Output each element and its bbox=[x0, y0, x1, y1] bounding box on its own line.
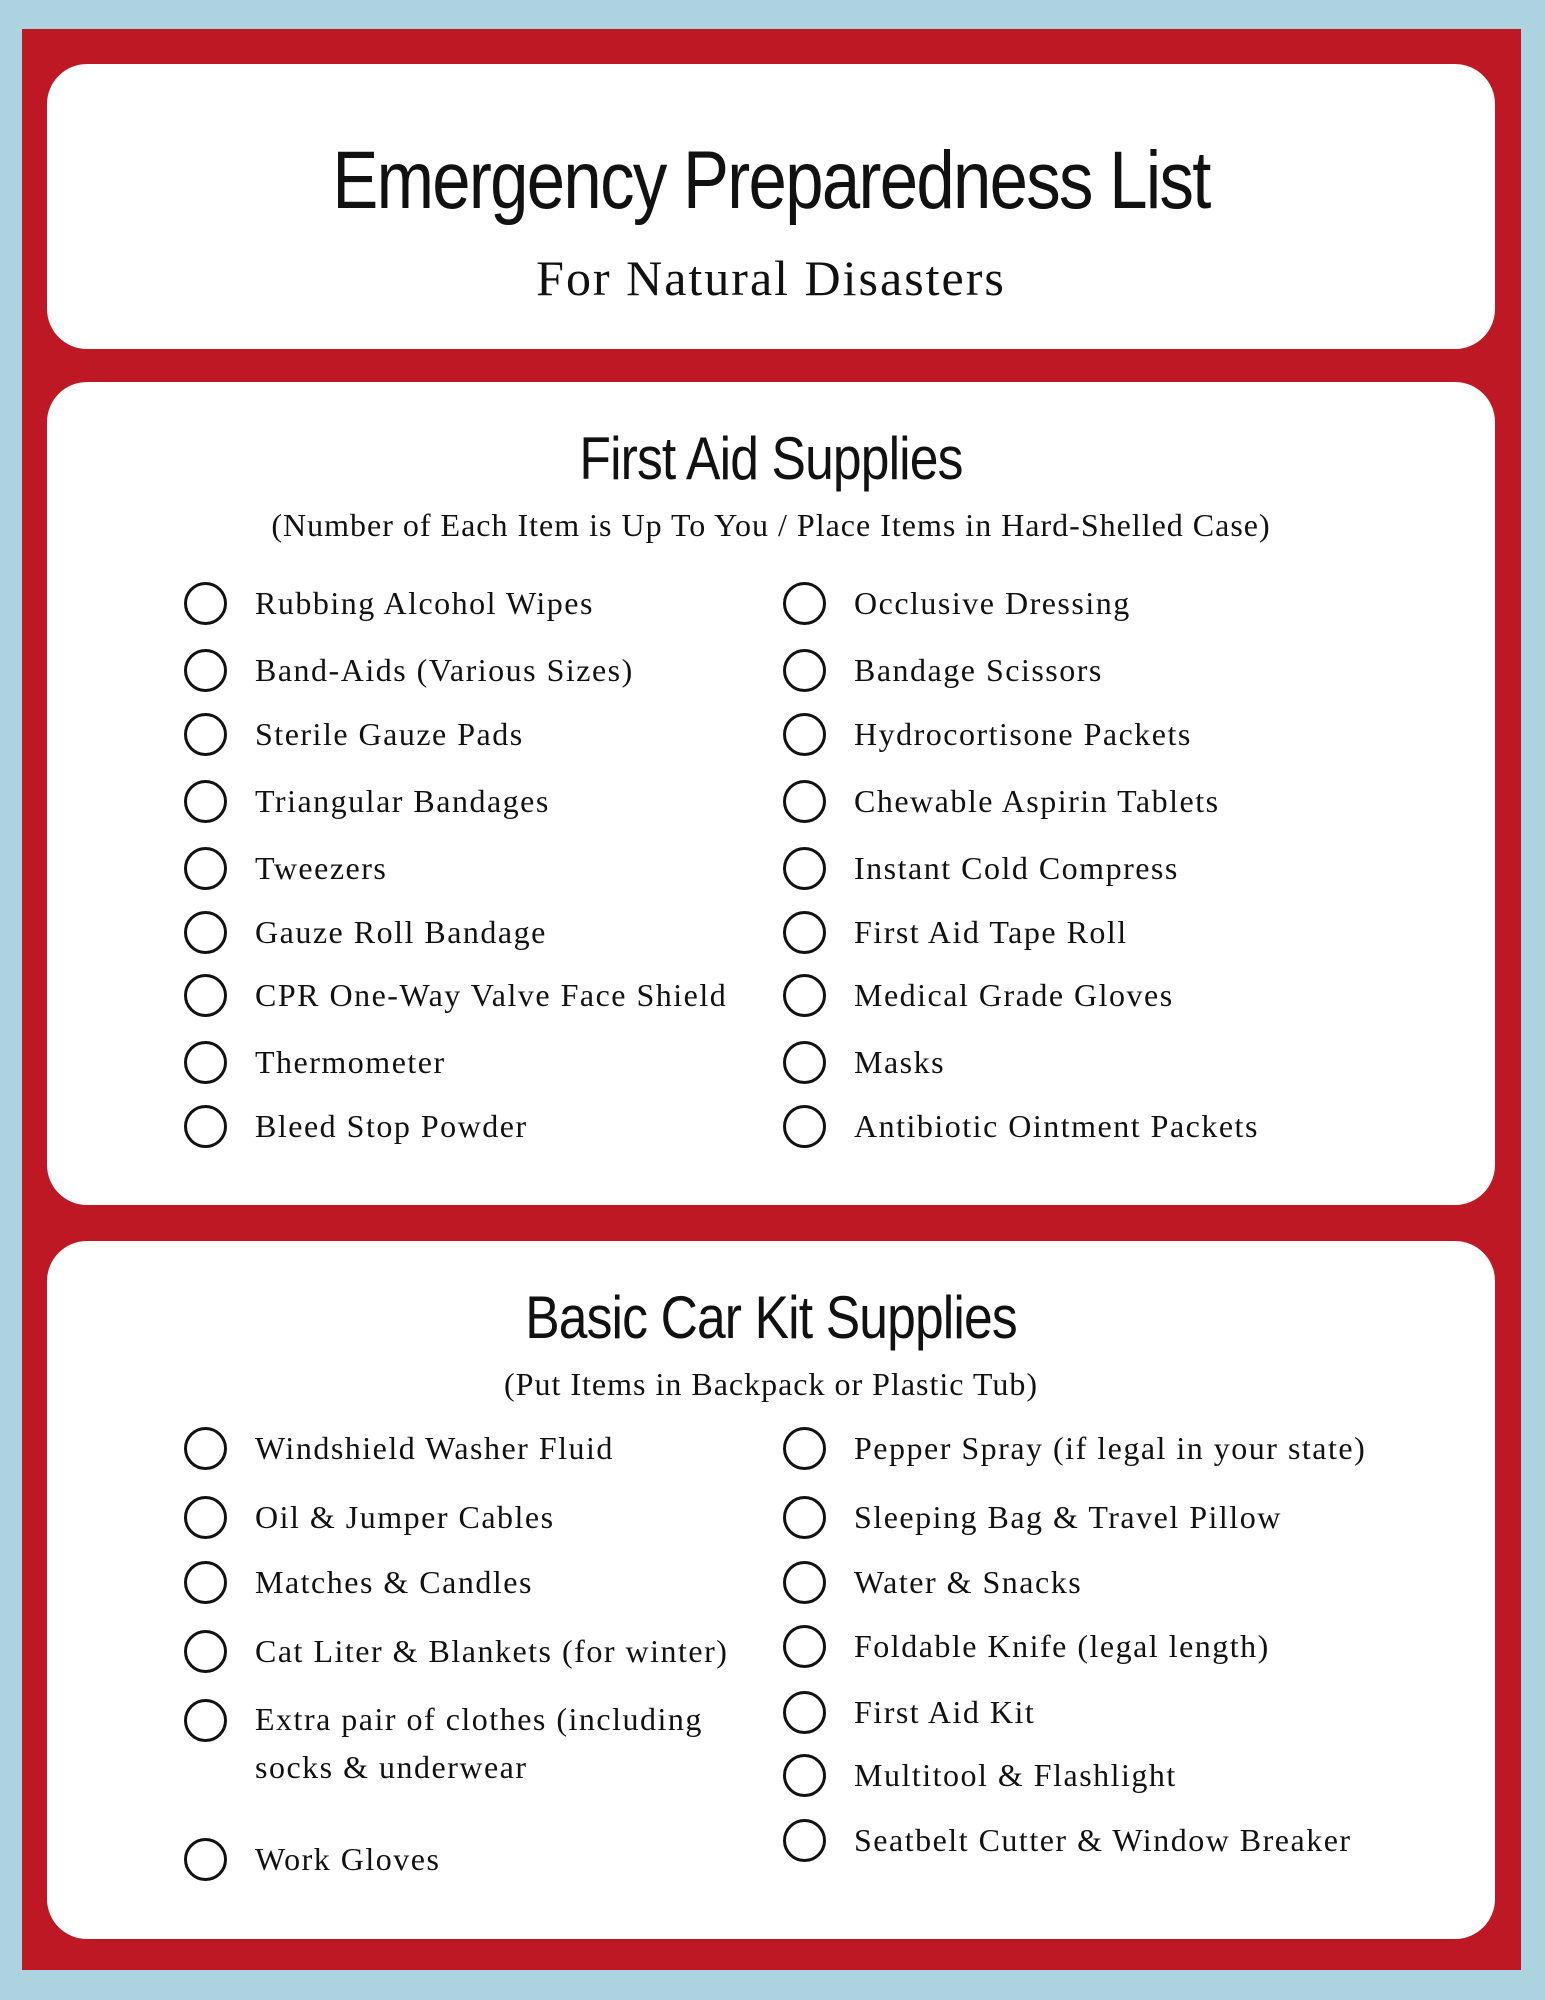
first-aid-title: First Aid Supplies bbox=[579, 425, 963, 492]
checkbox[interactable] bbox=[783, 1625, 826, 1668]
checklist-item-label: Pepper Spray (if legal in your state) bbox=[854, 1430, 1367, 1466]
checkbox[interactable] bbox=[184, 847, 227, 890]
checkbox[interactable] bbox=[783, 1496, 826, 1539]
checklist-item-label: Rubbing Alcohol Wipes bbox=[255, 585, 594, 621]
red-frame bbox=[22, 29, 1521, 1970]
checklist-item-label: Occlusive Dressing bbox=[854, 585, 1131, 621]
first-aid-note: (Number of Each Item is Up To You / Place Items in Hard-Shelled Case) bbox=[271, 507, 1271, 543]
checkbox[interactable] bbox=[783, 780, 826, 823]
checkbox[interactable] bbox=[783, 1427, 826, 1470]
page-title: Emergency Preparedness List bbox=[332, 135, 1210, 226]
checklist-item-label: Extra pair of clothes (including socks & underwear bbox=[255, 1701, 703, 1785]
checklist-item-label: Seatbelt Cutter & Window Breaker bbox=[854, 1822, 1352, 1858]
checkbox[interactable] bbox=[184, 1630, 227, 1673]
checkbox[interactable] bbox=[783, 713, 826, 756]
checkbox[interactable] bbox=[184, 582, 227, 625]
checkbox[interactable] bbox=[184, 1561, 227, 1604]
checkbox[interactable] bbox=[783, 974, 826, 1017]
checklist-item-label: Thermometer bbox=[255, 1044, 446, 1080]
checkbox[interactable] bbox=[783, 1754, 826, 1797]
checkbox[interactable] bbox=[184, 713, 227, 756]
page-subtitle: For Natural Disasters bbox=[536, 250, 1006, 306]
checklist-item-label: Instant Cold Compress bbox=[854, 850, 1179, 886]
checklist-item-label: Cat Liter & Blankets (for winter) bbox=[255, 1633, 729, 1669]
checklist-item-label: Sleeping Bag & Travel Pillow bbox=[854, 1499, 1282, 1535]
first-aid-section bbox=[47, 382, 1495, 1205]
checklist-item-label: Windshield Washer Fluid bbox=[255, 1430, 614, 1466]
checklist-item-label: Water & Snacks bbox=[854, 1564, 1083, 1600]
checkbox[interactable] bbox=[783, 1041, 826, 1084]
checkbox[interactable] bbox=[783, 847, 826, 890]
checkbox[interactable] bbox=[184, 1105, 227, 1148]
checkbox[interactable] bbox=[783, 1691, 826, 1734]
checklist-item-label: Bleed Stop Powder bbox=[255, 1108, 528, 1144]
checkbox[interactable] bbox=[184, 1838, 227, 1881]
checkbox[interactable] bbox=[783, 1561, 826, 1604]
checklist-item-label: Foldable Knife (legal length) bbox=[854, 1628, 1270, 1664]
checklist-item-label: CPR One-Way Valve Face Shield bbox=[255, 977, 728, 1013]
checkbox[interactable] bbox=[184, 1496, 227, 1539]
checklist-item-label: First Aid Kit bbox=[854, 1694, 1036, 1730]
checklist-item-label: Multitool & Flashlight bbox=[854, 1757, 1177, 1793]
checkbox[interactable] bbox=[783, 1105, 826, 1148]
checklist-item-label: First Aid Tape Roll bbox=[854, 914, 1128, 950]
checkbox[interactable] bbox=[184, 911, 227, 954]
checkbox[interactable] bbox=[184, 1041, 227, 1084]
checklist-item-label: Band-Aids (Various Sizes) bbox=[255, 652, 634, 688]
checkbox[interactable] bbox=[783, 582, 826, 625]
checklist-item-label: Masks bbox=[854, 1044, 946, 1080]
checklist-item-label: Triangular Bandages bbox=[255, 783, 550, 819]
checkbox[interactable] bbox=[184, 974, 227, 1017]
checkbox[interactable] bbox=[783, 649, 826, 692]
header-card bbox=[47, 64, 1495, 349]
checkbox[interactable] bbox=[184, 780, 227, 823]
checklist-item-label: Tweezers bbox=[255, 850, 388, 886]
checkbox[interactable] bbox=[184, 649, 227, 692]
checkbox[interactable] bbox=[184, 1427, 227, 1470]
car-kit-title: Basic Car Kit Supplies bbox=[525, 1284, 1017, 1351]
checklist-item-label: Chewable Aspirin Tablets bbox=[854, 783, 1220, 819]
checklist-item-label: Oil & Jumper Cables bbox=[255, 1499, 555, 1535]
car-kit-section bbox=[47, 1241, 1495, 1939]
checklist-item-label: Gauze Roll Bandage bbox=[255, 914, 547, 950]
checkbox[interactable] bbox=[783, 911, 826, 954]
checklist-item-label: Work Gloves bbox=[255, 1841, 441, 1877]
car-kit-note: (Put Items in Backpack or Plastic Tub) bbox=[504, 1366, 1038, 1402]
checklist-item-label: Sterile Gauze Pads bbox=[255, 716, 524, 752]
checklist-item-label: Hydrocortisone Packets bbox=[854, 716, 1192, 752]
checkbox[interactable] bbox=[783, 1819, 826, 1862]
checklist-item-label: Antibiotic Ointment Packets bbox=[854, 1108, 1259, 1144]
checklist-item-label: Bandage Scissors bbox=[854, 652, 1103, 688]
checkbox[interactable] bbox=[184, 1699, 227, 1742]
checklist-item-label: Medical Grade Gloves bbox=[854, 977, 1174, 1013]
checklist-item-label: Matches & Candles bbox=[255, 1564, 533, 1600]
